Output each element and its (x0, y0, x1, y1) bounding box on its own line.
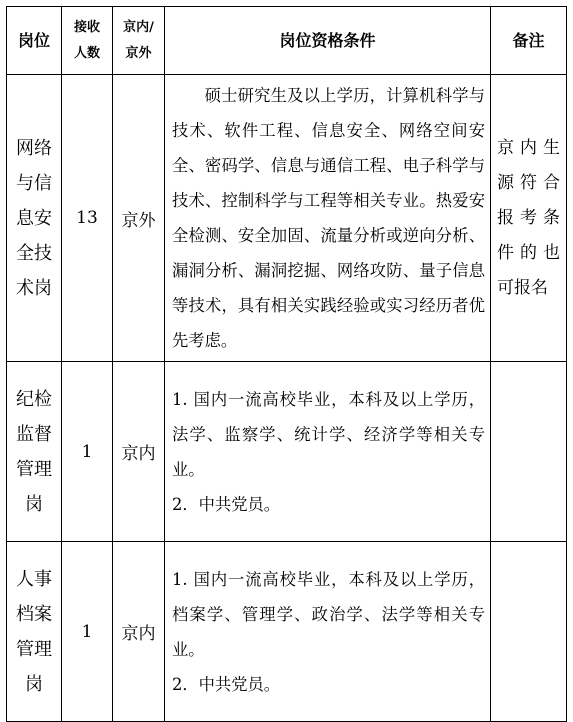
remarks-line: 京内生 (497, 137, 560, 158)
header-location (113, 7, 165, 75)
position-name-line: 档案 (16, 603, 52, 625)
position-count: 13 (62, 75, 113, 362)
position-name-line: 全技 (16, 242, 52, 264)
position-name-line: 监督 (16, 423, 52, 445)
remarks-line: 件的也 (497, 242, 560, 263)
position-name (7, 362, 62, 542)
position-name-line: 管理 (16, 458, 52, 480)
position-requirements (165, 362, 491, 542)
header-requirements: 岗位资格条件 (165, 7, 491, 75)
header-position: 岗位 (7, 7, 62, 75)
position-name-line: 岗 (25, 493, 43, 515)
requirements-item-2: 2．中共党员。 (172, 674, 281, 694)
position-location: 京内 (113, 542, 165, 722)
position-name-line: 岗 (25, 673, 43, 695)
table-row (7, 542, 567, 722)
remarks-line: 报考条 (497, 207, 560, 228)
position-name-line: 纪检 (16, 388, 52, 410)
position-name-line: 管理 (16, 638, 52, 660)
position-name (7, 542, 62, 722)
position-location: 京内 (113, 362, 165, 542)
position-name (7, 75, 62, 362)
position-remarks (491, 75, 567, 362)
position-location: 京外 (113, 75, 165, 362)
position-name-line: 术岗 (16, 277, 52, 299)
position-name-line: 息安 (16, 207, 52, 229)
position-name-line: 人事 (16, 568, 52, 590)
remarks-line: 可报名 (497, 277, 548, 298)
header-count-line2: 人数 (73, 45, 100, 61)
table-row (7, 75, 567, 362)
position-name-line: 与信 (16, 172, 52, 194)
remarks-line: 源符合 (497, 172, 560, 193)
requirements-item-1: 1. 国内一流高校毕业，本科及以上学历，法学、监察学、统计学、经济学等相关专业。 (172, 389, 485, 479)
header-location-line2: 京外 (125, 45, 152, 61)
header-row (7, 7, 567, 75)
requirements-item-2: 2．中共党员。 (172, 494, 281, 514)
header-remarks: 备注 (491, 7, 567, 75)
table-row (7, 362, 567, 542)
position-count: 1 (62, 362, 113, 542)
position-requirements (165, 542, 491, 722)
requirements-text: 硕士研究生及以上学历，计算机科学与技术、软件工程、信息安全、网络空间安全、密码学、信息与通信工程、电子科学与技术、控制科学与工程等相关专业。热爱安全检测、安全加固、流量分析或逆向分析、漏洞分析、漏洞挖掘、网络攻防、量子信息等技术，具有相关实践经验或实习经历者优先考虑。 (172, 86, 485, 350)
requirements-item-1: 1. 国内一流高校毕业，本科及以上学历，档案学、管理学、政治学、法学等相关专业。 (172, 569, 485, 659)
position-count: 1 (62, 542, 113, 722)
header-count (62, 7, 113, 75)
header-location-line1: 京内/ (123, 19, 154, 35)
header-count-line1: 接收 (73, 19, 100, 35)
recruitment-table (6, 6, 567, 722)
position-remarks (491, 542, 567, 722)
position-remarks (491, 362, 567, 542)
position-name-line: 网络 (16, 137, 52, 159)
position-requirements (165, 75, 491, 362)
